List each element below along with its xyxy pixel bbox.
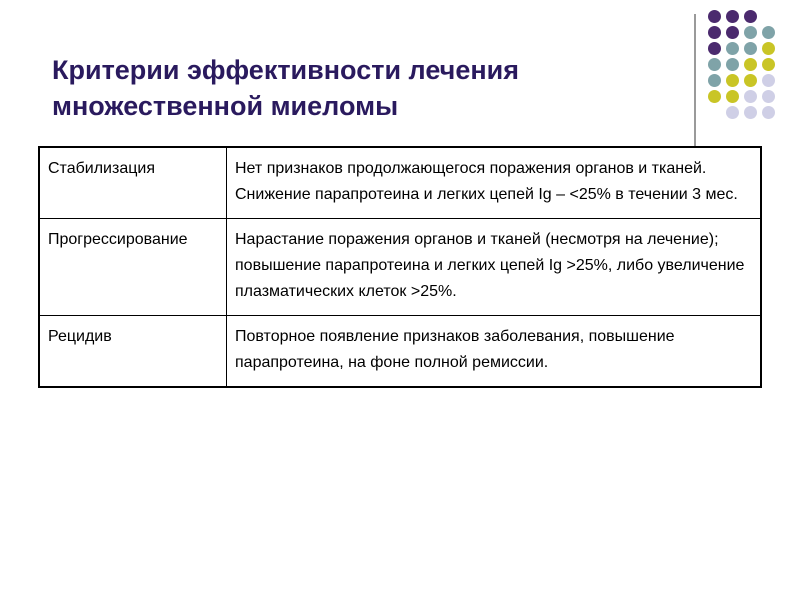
decorative-dot-grid	[708, 10, 788, 130]
decorative-dot	[762, 74, 775, 87]
decorative-dot	[708, 10, 721, 23]
decorative-dot	[744, 42, 757, 55]
decorative-dot	[708, 58, 721, 71]
decorative-dot	[744, 106, 757, 119]
decorative-dot	[726, 106, 739, 119]
criterion-term	[39, 219, 227, 316]
decorative-divider	[694, 14, 696, 146]
decorative-dot	[726, 74, 739, 87]
decorative-dot	[708, 90, 721, 103]
decorative-dot	[762, 42, 775, 55]
decorative-dot	[726, 58, 739, 71]
decorative-dot	[708, 42, 721, 55]
decorative-dot	[708, 74, 721, 87]
criterion-term: Рецидив	[39, 316, 227, 388]
criterion-term-text: Прогрессирование	[48, 231, 188, 248]
table-row	[39, 219, 761, 316]
decorative-dot	[762, 58, 775, 71]
decorative-dot	[726, 26, 739, 39]
decorative-dot	[744, 90, 757, 103]
criterion-description: Нет признаков продолжающегося поражения органов и тканей. Снижение парапротеина и легких цепей Ig – <25% в течении 3 мес.	[227, 147, 762, 219]
decorative-dot	[744, 26, 757, 39]
decorative-dot	[726, 10, 739, 23]
decorative-dot	[744, 58, 757, 71]
criterion-description: Повторное появление признаков заболевания, повышение парапротеина, на фоне полной ремиссии.	[227, 316, 762, 388]
criteria-table	[38, 146, 762, 388]
decorative-dot	[726, 42, 739, 55]
decorative-dot	[762, 26, 775, 39]
decorative-dot	[726, 90, 739, 103]
decorative-dot	[744, 74, 757, 87]
table-row	[39, 316, 761, 388]
criterion-description: Нарастание поражения органов и тканей (несмотря на лечение); повышение парапротеина и легких цепей Ig >25%, либо увеличение плазматических клеток >25%.	[227, 219, 762, 316]
decorative-dot	[762, 90, 775, 103]
table-row	[39, 147, 761, 219]
slide-title	[52, 52, 652, 124]
slide-title-line-1: Критерии эффективности лечения	[52, 55, 520, 85]
criterion-term: Стабилизация	[39, 147, 227, 219]
decorative-dot	[708, 26, 721, 39]
decorative-dot	[762, 106, 775, 119]
slide-title-line-2: множественной миеломы	[52, 91, 399, 121]
decorative-dot	[744, 10, 757, 23]
